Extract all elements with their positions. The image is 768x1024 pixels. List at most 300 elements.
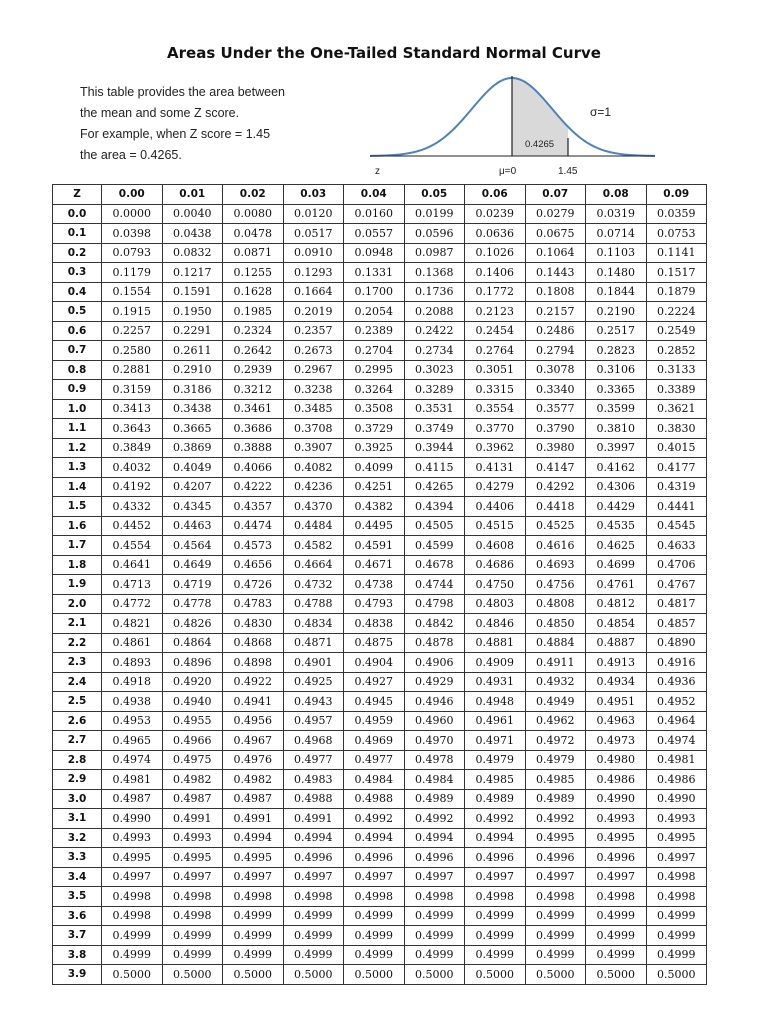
area-cell: 0.3238 [283, 380, 344, 400]
area-cell: 0.4441 [646, 497, 707, 517]
area-cell: 0.4984 [404, 770, 465, 790]
area-cell: 0.4999 [344, 945, 405, 965]
area-cell: 0.1808 [525, 282, 586, 302]
area-cell: 0.4997 [344, 867, 405, 887]
area-cell: 0.5000 [344, 965, 405, 985]
area-cell: 0.4952 [646, 692, 707, 712]
area-cell: 0.4756 [525, 575, 586, 595]
area-cell: 0.4999 [404, 906, 465, 926]
area-cell: 0.4946 [404, 692, 465, 712]
area-cell: 0.2422 [404, 321, 465, 341]
area-cell: 0.1915 [102, 302, 163, 322]
area-cell: 0.3729 [344, 419, 405, 439]
z-axis-label: z [375, 166, 380, 177]
area-cell: 0.4999 [344, 906, 405, 926]
area-cell: 0.1103 [586, 243, 647, 263]
area-cell: 0.0080 [223, 204, 284, 224]
area-cell: 0.4936 [646, 672, 707, 692]
area-cell: 0.4996 [586, 848, 647, 868]
area-cell: 0.2389 [344, 321, 405, 341]
table-row [53, 536, 707, 556]
area-cell: 0.4772 [102, 594, 163, 614]
column-header: 0.04 [344, 185, 405, 205]
table-row [53, 302, 707, 322]
area-cell: 0.4678 [404, 555, 465, 575]
area-cell: 0.3997 [586, 438, 647, 458]
area-cell: 0.4699 [586, 555, 647, 575]
area-cell: 0.0948 [344, 243, 405, 263]
area-cell: 0.4429 [586, 497, 647, 517]
table-row [53, 926, 707, 946]
area-cell: 0.4999 [283, 945, 344, 965]
table-row [53, 906, 707, 926]
area-cell: 0.4993 [102, 828, 163, 848]
area-cell: 0.3907 [283, 438, 344, 458]
area-cell: 0.4998 [525, 887, 586, 907]
area-cell: 0.1293 [283, 263, 344, 283]
area-cell: 0.4616 [525, 536, 586, 556]
z-table [52, 184, 707, 985]
area-cell: 0.1950 [162, 302, 223, 322]
area-cell: 0.3665 [162, 419, 223, 439]
area-cell: 0.0359 [646, 204, 707, 224]
area-cell: 0.4830 [223, 614, 284, 634]
area-cell: 0.2549 [646, 321, 707, 341]
area-cell: 0.4265 [404, 477, 465, 497]
area-cell: 0.2123 [465, 302, 526, 322]
area-cell: 0.2967 [283, 360, 344, 380]
area-cell: 0.3708 [283, 419, 344, 439]
area-cell: 0.4099 [344, 458, 405, 478]
area-cell: 0.4990 [586, 789, 647, 809]
area-cell: 0.4982 [223, 770, 284, 790]
area-cell: 0.1554 [102, 282, 163, 302]
area-cell: 0.3810 [586, 419, 647, 439]
area-cell: 0.4887 [586, 633, 647, 653]
z-value-cell: 2.0 [53, 594, 102, 614]
area-cell: 0.4916 [646, 653, 707, 673]
area-cell: 0.4996 [283, 848, 344, 868]
area-cell: 0.4719 [162, 575, 223, 595]
area-cell: 0.2019 [283, 302, 344, 322]
area-cell: 0.4977 [283, 750, 344, 770]
area-cell: 0.0199 [404, 204, 465, 224]
area-cell: 0.4591 [344, 536, 405, 556]
area-cell: 0.5000 [525, 965, 586, 985]
area-cell: 0.4147 [525, 458, 586, 478]
area-cell: 0.4987 [223, 789, 284, 809]
table-row [53, 341, 707, 361]
area-cell: 0.4999 [646, 906, 707, 926]
area-cell: 0.4980 [586, 750, 647, 770]
area-cell: 0.4927 [344, 672, 405, 692]
area-cell: 0.3599 [586, 399, 647, 419]
area-cell: 0.4988 [283, 789, 344, 809]
area-cell: 0.0000 [102, 204, 163, 224]
area-cell: 0.4941 [223, 692, 284, 712]
area-cell: 0.4998 [162, 906, 223, 926]
area-cell: 0.4525 [525, 516, 586, 536]
column-header: 0.07 [525, 185, 586, 205]
area-cell: 0.5000 [646, 965, 707, 985]
area-cell: 0.4913 [586, 653, 647, 673]
area-cell: 0.3389 [646, 380, 707, 400]
area-cell: 0.3869 [162, 438, 223, 458]
area-cell: 0.4713 [102, 575, 163, 595]
area-cell: 0.3577 [525, 399, 586, 419]
area-cell: 0.4783 [223, 594, 284, 614]
table-row [53, 789, 707, 809]
area-cell: 0.5000 [586, 965, 647, 985]
area-cell: 0.4778 [162, 594, 223, 614]
z-value-cell: 2.9 [53, 770, 102, 790]
area-cell: 0.0753 [646, 224, 707, 244]
area-cell: 0.4993 [646, 809, 707, 829]
area-cell: 0.4207 [162, 477, 223, 497]
area-cell: 0.4656 [223, 555, 284, 575]
area-cell: 0.4826 [162, 614, 223, 634]
z-value-cell: 0.3 [53, 263, 102, 283]
table-row [53, 848, 707, 868]
area-cell: 0.3485 [283, 399, 344, 419]
area-cell: 0.4977 [344, 750, 405, 770]
column-header: 0.05 [404, 185, 465, 205]
area-cell: 0.1064 [525, 243, 586, 263]
area-cell: 0.2704 [344, 341, 405, 361]
area-cell: 0.4999 [465, 945, 526, 965]
area-cell: 0.0398 [102, 224, 163, 244]
area-cell: 0.4999 [525, 926, 586, 946]
area-cell: 0.4821 [102, 614, 163, 634]
area-cell: 0.4972 [525, 731, 586, 751]
area-cell: 0.4975 [162, 750, 223, 770]
area-cell: 0.4987 [102, 789, 163, 809]
area-cell: 0.4997 [525, 867, 586, 887]
area-cell: 0.3023 [404, 360, 465, 380]
area-cell: 0.4999 [223, 926, 284, 946]
area-cell: 0.4474 [223, 516, 284, 536]
z-value-cell: 1.1 [53, 419, 102, 439]
area-cell: 0.4998 [223, 887, 284, 907]
area-cell: 0.1844 [586, 282, 647, 302]
area-cell: 0.2190 [586, 302, 647, 322]
area-cell: 0.4842 [404, 614, 465, 634]
area-cell: 0.3925 [344, 438, 405, 458]
area-cell: 0.4997 [162, 867, 223, 887]
z-value-cell: 3.9 [53, 965, 102, 985]
area-cell: 0.0910 [283, 243, 344, 263]
z-value-cell: 3.2 [53, 828, 102, 848]
area-cell: 0.3849 [102, 438, 163, 458]
area-cell: 0.4934 [586, 672, 647, 692]
table-row [53, 809, 707, 829]
z-value-cell: 0.1 [53, 224, 102, 244]
area-cell: 0.4994 [465, 828, 526, 848]
area-cell: 0.4834 [283, 614, 344, 634]
area-cell: 0.2257 [102, 321, 163, 341]
area-cell: 0.4986 [646, 770, 707, 790]
z-value-cell: 1.5 [53, 497, 102, 517]
area-cell: 0.4998 [102, 887, 163, 907]
area-cell: 0.4992 [525, 809, 586, 829]
area-cell: 0.4744 [404, 575, 465, 595]
area-cell: 0.1368 [404, 263, 465, 283]
area-cell: 0.4452 [102, 516, 163, 536]
area-cell: 0.4554 [102, 536, 163, 556]
table-row [53, 887, 707, 907]
z-value-cell: 0.6 [53, 321, 102, 341]
table-row [53, 321, 707, 341]
table-row [53, 965, 707, 985]
area-cell: 0.4495 [344, 516, 405, 536]
area-cell: 0.3980 [525, 438, 586, 458]
area-cell: 0.4750 [465, 575, 526, 595]
area-cell: 0.4978 [404, 750, 465, 770]
table-row [53, 419, 707, 439]
area-cell: 0.4959 [344, 711, 405, 731]
area-cell: 0.4993 [162, 828, 223, 848]
area-cell: 0.4994 [344, 828, 405, 848]
area-cell: 0.4868 [223, 633, 284, 653]
area-cell: 0.4838 [344, 614, 405, 634]
area-cell: 0.2852 [646, 341, 707, 361]
area-cell: 0.4971 [465, 731, 526, 751]
table-row [53, 945, 707, 965]
area-cell: 0.4981 [646, 750, 707, 770]
table-row [53, 458, 707, 478]
area-cell: 0.4996 [404, 848, 465, 868]
area-cell: 0.4382 [344, 497, 405, 517]
area-cell: 0.4998 [646, 867, 707, 887]
area-cell: 0.4956 [223, 711, 284, 731]
area-cell: 0.4995 [162, 848, 223, 868]
area-cell: 0.4990 [102, 809, 163, 829]
area-cell: 0.4998 [404, 887, 465, 907]
area-cell: 0.4983 [283, 770, 344, 790]
table-row [53, 633, 707, 653]
area-cell: 0.4997 [283, 867, 344, 887]
area-cell: 0.4997 [223, 867, 284, 887]
z-value-cell: 3.5 [53, 887, 102, 907]
area-cell: 0.0832 [162, 243, 223, 263]
area-cell: 0.4989 [465, 789, 526, 809]
area-cell: 0.3315 [465, 380, 526, 400]
area-cell: 0.3643 [102, 419, 163, 439]
area-cell: 0.4671 [344, 555, 405, 575]
column-header: 0.06 [465, 185, 526, 205]
z-value-cell: 2.3 [53, 653, 102, 673]
intro-line: the mean and some Z score. [80, 106, 240, 120]
table-row [53, 360, 707, 380]
area-cell: 0.4279 [465, 477, 526, 497]
area-cell: 0.1406 [465, 263, 526, 283]
area-cell: 0.4686 [465, 555, 526, 575]
area-cell: 0.0596 [404, 224, 465, 244]
area-cell: 0.4505 [404, 516, 465, 536]
area-cell: 0.4345 [162, 497, 223, 517]
area-cell: 0.4990 [646, 789, 707, 809]
area-cell: 0.4192 [102, 477, 163, 497]
area-cell: 0.4875 [344, 633, 405, 653]
area-cell: 0.0438 [162, 224, 223, 244]
area-cell: 0.4608 [465, 536, 526, 556]
sigma-label: σ=1 [590, 105, 612, 119]
area-cell: 0.4846 [465, 614, 526, 634]
area-cell: 0.4999 [586, 906, 647, 926]
area-cell: 0.4693 [525, 555, 586, 575]
area-cell: 0.2486 [525, 321, 586, 341]
area-cell: 0.2939 [223, 360, 284, 380]
area-cell: 0.3413 [102, 399, 163, 419]
area-cell: 0.4911 [525, 653, 586, 673]
area-cell: 0.0319 [586, 204, 647, 224]
area-cell: 0.4922 [223, 672, 284, 692]
area-cell: 0.2823 [586, 341, 647, 361]
area-cell: 0.3749 [404, 419, 465, 439]
area-cell: 0.4964 [646, 711, 707, 731]
area-cell: 0.5000 [223, 965, 284, 985]
area-cell: 0.4920 [162, 672, 223, 692]
area-cell: 0.4955 [162, 711, 223, 731]
area-cell: 0.2054 [344, 302, 405, 322]
z-value-cell: 1.4 [53, 477, 102, 497]
area-cell: 0.3686 [223, 419, 284, 439]
area-cell: 0.4599 [404, 536, 465, 556]
area-label: 0.4265 [525, 139, 555, 150]
area-cell: 0.3289 [404, 380, 465, 400]
header-row [53, 185, 707, 205]
area-cell: 0.4394 [404, 497, 465, 517]
area-cell: 0.0636 [465, 224, 526, 244]
z-value-cell: 0.9 [53, 380, 102, 400]
table-row [53, 438, 707, 458]
area-cell: 0.4940 [162, 692, 223, 712]
z-value-cell: 2.8 [53, 750, 102, 770]
area-cell: 0.4925 [283, 672, 344, 692]
area-cell: 0.4999 [465, 926, 526, 946]
table-row [53, 224, 707, 244]
table-row [53, 575, 707, 595]
area-cell: 0.2357 [283, 321, 344, 341]
area-cell: 0.1480 [586, 263, 647, 283]
area-cell: 0.2580 [102, 341, 163, 361]
table-row [53, 243, 707, 263]
area-cell: 0.4761 [586, 575, 647, 595]
area-cell: 0.0714 [586, 224, 647, 244]
area-cell: 0.4991 [283, 809, 344, 829]
area-cell: 0.0987 [404, 243, 465, 263]
z-value-cell: 2.1 [53, 614, 102, 634]
area-cell: 0.4985 [465, 770, 526, 790]
area-cell: 0.4997 [646, 848, 707, 868]
area-cell: 0.4793 [344, 594, 405, 614]
area-cell: 0.4998 [586, 887, 647, 907]
area-cell: 0.4995 [586, 828, 647, 848]
area-cell: 0.4999 [525, 945, 586, 965]
table-row [53, 653, 707, 673]
area-cell: 0.3186 [162, 380, 223, 400]
area-cell: 0.1331 [344, 263, 405, 283]
z-column-header: Z [53, 185, 102, 205]
area-cell: 0.4974 [646, 731, 707, 751]
area-cell: 0.4992 [344, 809, 405, 829]
area-cell: 0.1879 [646, 282, 707, 302]
area-cell: 0.4969 [344, 731, 405, 751]
area-cell: 0.2224 [646, 302, 707, 322]
area-cell: 0.4918 [102, 672, 163, 692]
z-value-cell: 3.7 [53, 926, 102, 946]
area-cell: 0.4995 [223, 848, 284, 868]
table-row [53, 516, 707, 536]
area-cell: 0.4991 [162, 809, 223, 829]
area-cell: 0.4997 [586, 867, 647, 887]
area-cell: 0.4995 [102, 848, 163, 868]
area-cell: 0.0675 [525, 224, 586, 244]
z-value-cell: 0.2 [53, 243, 102, 263]
table-row [53, 750, 707, 770]
area-cell: 0.4649 [162, 555, 223, 575]
area-cell: 0.4515 [465, 516, 526, 536]
table-row [53, 711, 707, 731]
table-row [53, 380, 707, 400]
table-row [53, 263, 707, 283]
column-header: 0.03 [283, 185, 344, 205]
z-value-cell: 1.8 [53, 555, 102, 575]
area-cell: 0.4131 [465, 458, 526, 478]
area-cell: 0.4881 [465, 633, 526, 653]
area-cell: 0.4896 [162, 653, 223, 673]
area-cell: 0.3159 [102, 380, 163, 400]
area-cell: 0.4996 [344, 848, 405, 868]
area-cell: 0.4996 [525, 848, 586, 868]
z-value-cell: 2.2 [53, 633, 102, 653]
area-cell: 0.4732 [283, 575, 344, 595]
area-cell: 0.4995 [646, 828, 707, 848]
area-cell: 0.4932 [525, 672, 586, 692]
area-cell: 0.4904 [344, 653, 405, 673]
area-cell: 0.4999 [102, 926, 163, 946]
area-cell: 0.3365 [586, 380, 647, 400]
table-row [53, 614, 707, 634]
area-cell: 0.0239 [465, 204, 526, 224]
area-cell: 0.4162 [586, 458, 647, 478]
area-cell: 0.4306 [586, 477, 647, 497]
area-cell: 0.1700 [344, 282, 405, 302]
area-cell: 0.4864 [162, 633, 223, 653]
area-cell: 0.4817 [646, 594, 707, 614]
area-cell: 0.4890 [646, 633, 707, 653]
area-cell: 0.4974 [102, 750, 163, 770]
area-cell: 0.2324 [223, 321, 284, 341]
area-cell: 0.1141 [646, 243, 707, 263]
area-cell: 0.1179 [102, 263, 163, 283]
area-cell: 0.2088 [404, 302, 465, 322]
area-cell: 0.0478 [223, 224, 284, 244]
area-cell: 0.1217 [162, 263, 223, 283]
area-cell: 0.2910 [162, 360, 223, 380]
column-header: 0.01 [162, 185, 223, 205]
z-value-cell: 2.6 [53, 711, 102, 731]
table-row [53, 497, 707, 517]
table-row [53, 204, 707, 224]
intro-line: the area = 0.4265. [80, 148, 182, 162]
area-cell: 0.4901 [283, 653, 344, 673]
area-cell: 0.4251 [344, 477, 405, 497]
table-row [53, 399, 707, 419]
area-cell: 0.4573 [223, 536, 284, 556]
area-cell: 0.4625 [586, 536, 647, 556]
area-cell: 0.2673 [283, 341, 344, 361]
